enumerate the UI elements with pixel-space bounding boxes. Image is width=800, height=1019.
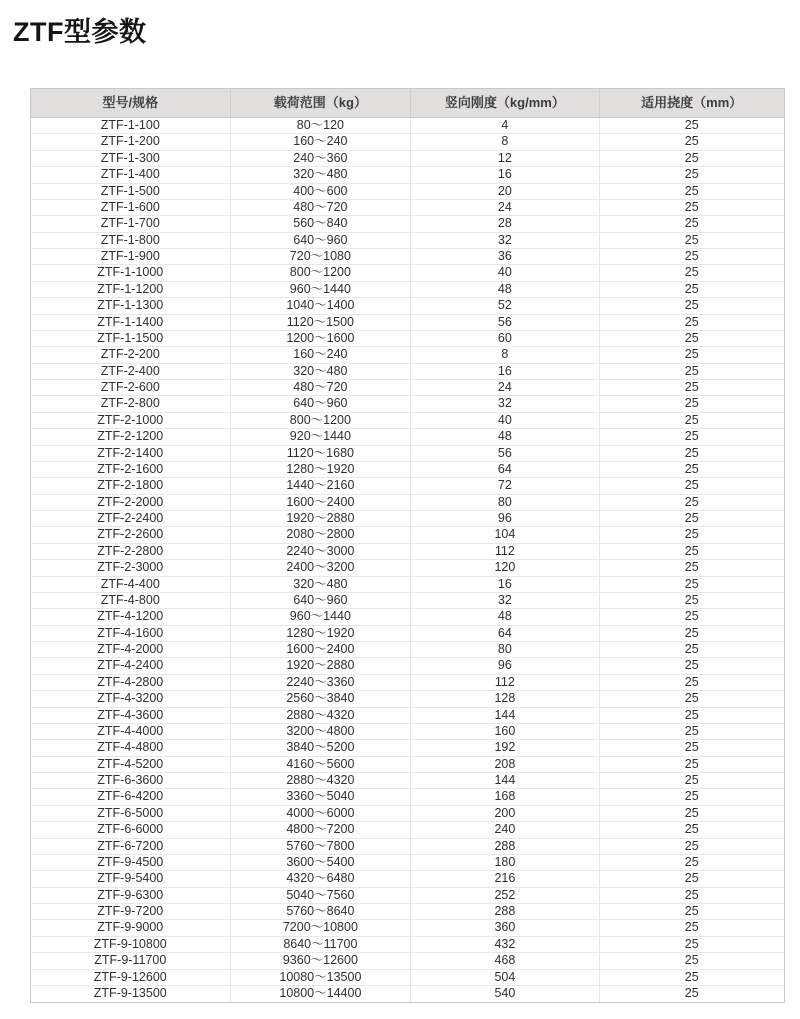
cell-load-range: 640～960 bbox=[231, 233, 412, 248]
cell-applicable-deflection: 25 bbox=[684, 740, 699, 755]
cell-vertical-stiffness: 36 bbox=[411, 249, 599, 264]
cell-vertical-stiffness: 20 bbox=[411, 184, 599, 199]
cell-applicable-deflection: 25 bbox=[684, 560, 699, 575]
cell-vertical-stiffness: 208 bbox=[411, 757, 599, 772]
table-row bbox=[31, 511, 784, 527]
cell-model: ZTF-1-700 bbox=[31, 216, 231, 231]
cell-applicable-deflection: 25 bbox=[684, 920, 699, 935]
cell-model: ZTF-2-200 bbox=[31, 347, 231, 362]
cell-load-range: 1120～1500 bbox=[231, 315, 412, 330]
cell-applicable-deflection: 25 bbox=[684, 511, 699, 525]
cell-applicable-deflection: 25 bbox=[684, 773, 699, 787]
cell-applicable-deflection: 25 bbox=[684, 265, 699, 280]
cell-model: ZTF-2-1200 bbox=[31, 429, 231, 444]
cell-model: ZTF-1-600 bbox=[31, 200, 231, 215]
cell-load-range: 960～1440 bbox=[231, 282, 412, 297]
table-row bbox=[31, 708, 784, 724]
cell-model: ZTF-1-1400 bbox=[31, 315, 231, 330]
cell-applicable-deflection: 25 bbox=[684, 838, 699, 853]
cell-applicable-deflection: 25 bbox=[684, 871, 699, 886]
cell-vertical-stiffness: 52 bbox=[411, 298, 599, 313]
table-row bbox=[31, 544, 784, 560]
cell-vertical-stiffness: 72 bbox=[411, 478, 599, 493]
cell-load-range: 920～1440 bbox=[231, 429, 412, 444]
cell-vertical-stiffness: 4 bbox=[411, 118, 599, 133]
column-header-vertical-stiffness: 竖向刚度（kg/mm） bbox=[411, 89, 599, 117]
cell-applicable-deflection: 25 bbox=[684, 150, 699, 165]
table-row bbox=[31, 249, 784, 265]
cell-vertical-stiffness: 32 bbox=[411, 233, 599, 248]
cell-applicable-deflection: 25 bbox=[684, 347, 699, 362]
cell-load-range: 720～1080 bbox=[231, 249, 412, 264]
table-row bbox=[31, 642, 784, 658]
cell-model: ZTF-1-300 bbox=[31, 151, 231, 166]
cell-applicable-deflection: 25 bbox=[684, 183, 699, 198]
cell-model: ZTF-1-1500 bbox=[31, 331, 231, 346]
cell-vertical-stiffness: 160 bbox=[411, 724, 599, 739]
cell-applicable-deflection: 25 bbox=[684, 887, 699, 902]
cell-vertical-stiffness: 8 bbox=[411, 347, 599, 362]
table-row bbox=[31, 789, 784, 805]
cell-applicable-deflection: 25 bbox=[684, 969, 699, 984]
cell-vertical-stiffness: 288 bbox=[411, 839, 599, 854]
table-row bbox=[31, 184, 784, 200]
cell-vertical-stiffness: 180 bbox=[411, 855, 599, 870]
cell-load-range: 1920～2880 bbox=[231, 658, 412, 673]
table-row bbox=[31, 134, 784, 150]
table-header-row bbox=[31, 89, 784, 118]
cell-vertical-stiffness: 64 bbox=[411, 626, 599, 641]
cell-model: ZTF-4-4800 bbox=[31, 740, 231, 755]
cell-vertical-stiffness: 32 bbox=[411, 593, 599, 608]
cell-applicable-deflection: 25 bbox=[684, 625, 699, 640]
cell-load-range: 3200～4800 bbox=[231, 724, 412, 739]
cell-vertical-stiffness: 16 bbox=[411, 364, 599, 379]
cell-vertical-stiffness: 432 bbox=[411, 937, 599, 952]
cell-load-range: 560～840 bbox=[231, 216, 412, 231]
cell-model: ZTF-2-1400 bbox=[31, 446, 231, 461]
cell-applicable-deflection: 25 bbox=[684, 380, 699, 394]
table-row bbox=[31, 495, 784, 511]
cell-applicable-deflection: 25 bbox=[684, 543, 699, 558]
cell-applicable-deflection: 25 bbox=[684, 412, 699, 427]
cell-vertical-stiffness: 288 bbox=[411, 904, 599, 919]
cell-load-range: 1280～1920 bbox=[231, 462, 412, 477]
table-row bbox=[31, 282, 784, 298]
cell-model: ZTF-4-4000 bbox=[31, 724, 231, 739]
table-row bbox=[31, 233, 784, 249]
cell-load-range: 80～120 bbox=[231, 118, 412, 133]
table-row bbox=[31, 871, 784, 887]
cell-load-range: 320～480 bbox=[231, 577, 412, 592]
cell-vertical-stiffness: 504 bbox=[411, 970, 599, 985]
cell-load-range: 160～240 bbox=[231, 347, 412, 362]
cell-vertical-stiffness: 56 bbox=[411, 315, 599, 330]
cell-load-range: 2880～4320 bbox=[231, 773, 412, 788]
table-row bbox=[31, 757, 784, 773]
cell-applicable-deflection: 25 bbox=[684, 756, 699, 771]
cell-model: ZTF-4-1200 bbox=[31, 609, 231, 624]
table-row bbox=[31, 888, 784, 904]
cell-load-range: 1200～1600 bbox=[231, 331, 412, 346]
column-header-load-range: 载荷范围（kg） bbox=[231, 89, 412, 117]
cell-model: ZTF-9-11700 bbox=[31, 953, 231, 968]
cell-model: ZTF-6-3600 bbox=[31, 773, 231, 788]
cell-applicable-deflection: 25 bbox=[684, 134, 699, 149]
table-row bbox=[31, 806, 784, 822]
cell-load-range: 2080～2800 bbox=[231, 527, 412, 542]
cell-load-range: 2400～3200 bbox=[231, 560, 412, 575]
cell-applicable-deflection: 25 bbox=[684, 674, 699, 689]
table-row bbox=[31, 953, 784, 969]
cell-load-range: 1040～1400 bbox=[231, 298, 412, 313]
table-row bbox=[31, 724, 784, 740]
cell-model: ZTF-9-7200 bbox=[31, 904, 231, 919]
cell-vertical-stiffness: 32 bbox=[411, 396, 599, 411]
cell-model: ZTF-4-3200 bbox=[31, 691, 231, 706]
cell-applicable-deflection: 25 bbox=[684, 576, 699, 591]
cell-load-range: 1600～2400 bbox=[231, 495, 412, 510]
cell-model: ZTF-4-3600 bbox=[31, 708, 231, 723]
cell-model: ZTF-4-5200 bbox=[31, 757, 231, 772]
cell-model: ZTF-4-400 bbox=[31, 577, 231, 592]
cell-model: ZTF-9-6300 bbox=[31, 888, 231, 903]
cell-vertical-stiffness: 16 bbox=[411, 577, 599, 592]
cell-load-range: 9360～12600 bbox=[231, 953, 412, 968]
table-row bbox=[31, 167, 784, 183]
cell-applicable-deflection: 25 bbox=[684, 232, 699, 247]
cell-vertical-stiffness: 28 bbox=[411, 216, 599, 231]
cell-applicable-deflection: 25 bbox=[684, 249, 699, 263]
cell-vertical-stiffness: 144 bbox=[411, 708, 599, 723]
cell-load-range: 4000～6000 bbox=[231, 806, 412, 821]
cell-applicable-deflection: 25 bbox=[684, 330, 699, 345]
table-row bbox=[31, 429, 784, 445]
cell-model: ZTF-9-4500 bbox=[31, 855, 231, 870]
table-row bbox=[31, 364, 784, 380]
cell-model: ZTF-4-1600 bbox=[31, 626, 231, 641]
cell-model: ZTF-1-1200 bbox=[31, 282, 231, 297]
cell-vertical-stiffness: 80 bbox=[411, 642, 599, 657]
cell-model: ZTF-9-5400 bbox=[31, 871, 231, 886]
cell-model: ZTF-6-7200 bbox=[31, 839, 231, 854]
cell-vertical-stiffness: 468 bbox=[411, 953, 599, 968]
table-row bbox=[31, 593, 784, 609]
cell-applicable-deflection: 25 bbox=[684, 478, 699, 493]
cell-applicable-deflection: 25 bbox=[684, 707, 699, 722]
table-row bbox=[31, 626, 784, 642]
cell-applicable-deflection: 25 bbox=[684, 658, 699, 673]
cell-applicable-deflection: 25 bbox=[684, 281, 699, 296]
cell-applicable-deflection: 25 bbox=[684, 854, 699, 869]
cell-vertical-stiffness: 40 bbox=[411, 265, 599, 280]
cell-load-range: 1440～2160 bbox=[231, 478, 412, 493]
cell-vertical-stiffness: 60 bbox=[411, 331, 599, 346]
table-row bbox=[31, 298, 784, 314]
cell-applicable-deflection: 25 bbox=[684, 723, 699, 738]
cell-vertical-stiffness: 104 bbox=[411, 527, 599, 542]
cell-vertical-stiffness: 216 bbox=[411, 871, 599, 886]
table-row bbox=[31, 527, 784, 543]
cell-applicable-deflection: 25 bbox=[684, 314, 699, 329]
table-row bbox=[31, 937, 784, 953]
cell-vertical-stiffness: 12 bbox=[411, 151, 599, 166]
cell-model: ZTF-6-6000 bbox=[31, 822, 231, 837]
cell-load-range: 5760～7800 bbox=[231, 839, 412, 854]
cell-vertical-stiffness: 16 bbox=[411, 167, 599, 182]
cell-vertical-stiffness: 96 bbox=[411, 658, 599, 673]
table-row bbox=[31, 560, 784, 576]
table-row bbox=[31, 446, 784, 462]
cell-vertical-stiffness: 64 bbox=[411, 462, 599, 477]
cell-load-range: 7200～10800 bbox=[231, 920, 412, 935]
cell-load-range: 640～960 bbox=[231, 593, 412, 608]
cell-model: ZTF-2-2800 bbox=[31, 544, 231, 559]
cell-model: ZTF-2-2600 bbox=[31, 527, 231, 542]
cell-load-range: 3600～5400 bbox=[231, 855, 412, 870]
table-row bbox=[31, 478, 784, 494]
cell-load-range: 480～720 bbox=[231, 200, 412, 215]
cell-applicable-deflection: 25 bbox=[684, 936, 699, 951]
cell-applicable-deflection: 25 bbox=[684, 396, 699, 411]
cell-vertical-stiffness: 40 bbox=[411, 413, 599, 428]
cell-applicable-deflection: 25 bbox=[684, 691, 699, 706]
cell-load-range: 640～960 bbox=[231, 396, 412, 411]
cell-load-range: 3840～5200 bbox=[231, 740, 412, 755]
cell-applicable-deflection: 25 bbox=[684, 445, 699, 460]
cell-applicable-deflection: 25 bbox=[684, 789, 699, 804]
cell-vertical-stiffness: 128 bbox=[411, 691, 599, 706]
table-row bbox=[31, 675, 784, 691]
cell-applicable-deflection: 25 bbox=[684, 429, 699, 444]
table-row bbox=[31, 773, 784, 789]
cell-model: ZTF-2-800 bbox=[31, 396, 231, 411]
cell-model: ZTF-2-1000 bbox=[31, 413, 231, 428]
table-row bbox=[31, 904, 784, 920]
table-row bbox=[31, 331, 784, 347]
cell-applicable-deflection: 25 bbox=[684, 953, 699, 968]
cell-load-range: 10800～14400 bbox=[231, 986, 412, 1002]
cell-load-range: 1120～1680 bbox=[231, 446, 412, 461]
cell-model: ZTF-9-9000 bbox=[31, 920, 231, 935]
cell-load-range: 8640～11700 bbox=[231, 937, 412, 952]
cell-load-range: 320～480 bbox=[231, 364, 412, 379]
cell-model: ZTF-2-600 bbox=[31, 380, 231, 395]
cell-load-range: 10080～13500 bbox=[231, 970, 412, 985]
cell-applicable-deflection: 25 bbox=[684, 642, 699, 656]
cell-model: ZTF-9-12600 bbox=[31, 970, 231, 985]
cell-model: ZTF-1-500 bbox=[31, 184, 231, 199]
cell-vertical-stiffness: 112 bbox=[411, 544, 599, 559]
table-row bbox=[31, 396, 784, 412]
cell-applicable-deflection: 25 bbox=[684, 527, 699, 542]
cell-vertical-stiffness: 240 bbox=[411, 822, 599, 837]
cell-load-range: 1280～1920 bbox=[231, 626, 412, 641]
cell-model: ZTF-4-2400 bbox=[31, 658, 231, 673]
cell-model: ZTF-1-1000 bbox=[31, 265, 231, 280]
cell-model: ZTF-6-5000 bbox=[31, 806, 231, 821]
cell-load-range: 800～1200 bbox=[231, 413, 412, 428]
table-body bbox=[31, 118, 784, 1002]
cell-model: ZTF-2-400 bbox=[31, 364, 231, 379]
cell-model: ZTF-1-1300 bbox=[31, 298, 231, 313]
cell-load-range: 4800～7200 bbox=[231, 822, 412, 837]
cell-load-range: 320～480 bbox=[231, 167, 412, 182]
cell-vertical-stiffness: 144 bbox=[411, 773, 599, 788]
cell-load-range: 2240～3000 bbox=[231, 544, 412, 559]
cell-model: ZTF-1-200 bbox=[31, 134, 231, 149]
cell-load-range: 400～600 bbox=[231, 184, 412, 199]
cell-vertical-stiffness: 56 bbox=[411, 446, 599, 461]
cell-model: ZTF-2-1600 bbox=[31, 462, 231, 477]
cell-applicable-deflection: 25 bbox=[684, 363, 699, 378]
table-row bbox=[31, 822, 784, 838]
table-row bbox=[31, 216, 784, 232]
cell-vertical-stiffness: 192 bbox=[411, 740, 599, 755]
table-row bbox=[31, 315, 784, 331]
table-row bbox=[31, 118, 784, 134]
cell-vertical-stiffness: 540 bbox=[411, 986, 599, 1002]
cell-load-range: 1600～2400 bbox=[231, 642, 412, 657]
cell-model: ZTF-2-3000 bbox=[31, 560, 231, 575]
table-row bbox=[31, 855, 784, 871]
cell-load-range: 160～240 bbox=[231, 134, 412, 149]
table-row bbox=[31, 265, 784, 281]
cell-vertical-stiffness: 252 bbox=[411, 888, 599, 903]
cell-vertical-stiffness: 24 bbox=[411, 380, 599, 395]
column-header-model: 型号/规格 bbox=[31, 89, 231, 117]
table-row bbox=[31, 380, 784, 396]
table-row bbox=[31, 609, 784, 625]
cell-model: ZTF-1-400 bbox=[31, 167, 231, 182]
table-row bbox=[31, 970, 784, 986]
cell-applicable-deflection: 25 bbox=[684, 609, 699, 624]
table-row bbox=[31, 740, 784, 756]
table-row bbox=[31, 200, 784, 216]
cell-model: ZTF-1-900 bbox=[31, 249, 231, 264]
cell-load-range: 960～1440 bbox=[231, 609, 412, 624]
cell-vertical-stiffness: 8 bbox=[411, 134, 599, 149]
cell-load-range: 1920～2880 bbox=[231, 511, 412, 526]
table-row bbox=[31, 462, 784, 478]
cell-model: ZTF-4-800 bbox=[31, 593, 231, 608]
cell-applicable-deflection: 25 bbox=[684, 298, 699, 313]
table-row bbox=[31, 151, 784, 167]
cell-vertical-stiffness: 360 bbox=[411, 920, 599, 935]
cell-applicable-deflection: 25 bbox=[684, 216, 699, 231]
cell-model: ZTF-1-800 bbox=[31, 233, 231, 248]
table-row bbox=[31, 577, 784, 593]
cell-vertical-stiffness: 48 bbox=[411, 429, 599, 444]
cell-applicable-deflection: 25 bbox=[684, 118, 699, 132]
cell-load-range: 800～1200 bbox=[231, 265, 412, 280]
cell-model: ZTF-6-4200 bbox=[31, 789, 231, 804]
cell-applicable-deflection: 25 bbox=[684, 494, 699, 509]
cell-model: ZTF-2-1800 bbox=[31, 478, 231, 493]
cell-applicable-deflection: 25 bbox=[684, 167, 699, 182]
cell-applicable-deflection: 25 bbox=[684, 199, 699, 214]
cell-vertical-stiffness: 168 bbox=[411, 789, 599, 804]
cell-model: ZTF-4-2000 bbox=[31, 642, 231, 657]
cell-vertical-stiffness: 48 bbox=[411, 609, 599, 624]
cell-load-range: 2880～4320 bbox=[231, 708, 412, 723]
cell-model: ZTF-9-10800 bbox=[31, 937, 231, 952]
cell-load-range: 2560～3840 bbox=[231, 691, 412, 706]
cell-applicable-deflection: 25 bbox=[684, 461, 699, 476]
table-row bbox=[31, 691, 784, 707]
cell-load-range: 5040～7560 bbox=[231, 888, 412, 903]
cell-applicable-deflection: 25 bbox=[684, 904, 699, 918]
cell-load-range: 480～720 bbox=[231, 380, 412, 395]
spec-table bbox=[30, 88, 785, 1003]
cell-model: ZTF-4-2800 bbox=[31, 675, 231, 690]
cell-load-range: 240～360 bbox=[231, 151, 412, 166]
cell-vertical-stiffness: 80 bbox=[411, 495, 599, 510]
cell-model: ZTF-1-100 bbox=[31, 118, 231, 133]
cell-load-range: 4320～6480 bbox=[231, 871, 412, 886]
cell-vertical-stiffness: 96 bbox=[411, 511, 599, 526]
table-row bbox=[31, 347, 784, 363]
table-row bbox=[31, 839, 784, 855]
table-row bbox=[31, 413, 784, 429]
cell-load-range: 5760～8640 bbox=[231, 904, 412, 919]
cell-vertical-stiffness: 200 bbox=[411, 806, 599, 821]
cell-vertical-stiffness: 48 bbox=[411, 282, 599, 297]
table-row bbox=[31, 986, 784, 1002]
cell-load-range: 4160～5600 bbox=[231, 757, 412, 772]
cell-model: ZTF-2-2000 bbox=[31, 495, 231, 510]
cell-vertical-stiffness: 120 bbox=[411, 560, 599, 575]
column-header-applicable-deflection: 适用挠度（mm） bbox=[641, 95, 743, 110]
cell-vertical-stiffness: 24 bbox=[411, 200, 599, 215]
page-title: ZTF型参数 bbox=[13, 17, 147, 47]
cell-load-range: 3360～5040 bbox=[231, 789, 412, 804]
cell-model: ZTF-2-2400 bbox=[31, 511, 231, 526]
cell-applicable-deflection: 25 bbox=[684, 592, 699, 607]
cell-applicable-deflection: 25 bbox=[684, 822, 699, 837]
cell-applicable-deflection: 25 bbox=[684, 805, 699, 820]
table-row bbox=[31, 920, 784, 936]
cell-vertical-stiffness: 112 bbox=[411, 675, 599, 690]
cell-model: ZTF-9-13500 bbox=[31, 986, 231, 1002]
cell-load-range: 2240～3360 bbox=[231, 675, 412, 690]
table-row bbox=[31, 658, 784, 674]
cell-applicable-deflection: 25 bbox=[684, 985, 699, 1000]
